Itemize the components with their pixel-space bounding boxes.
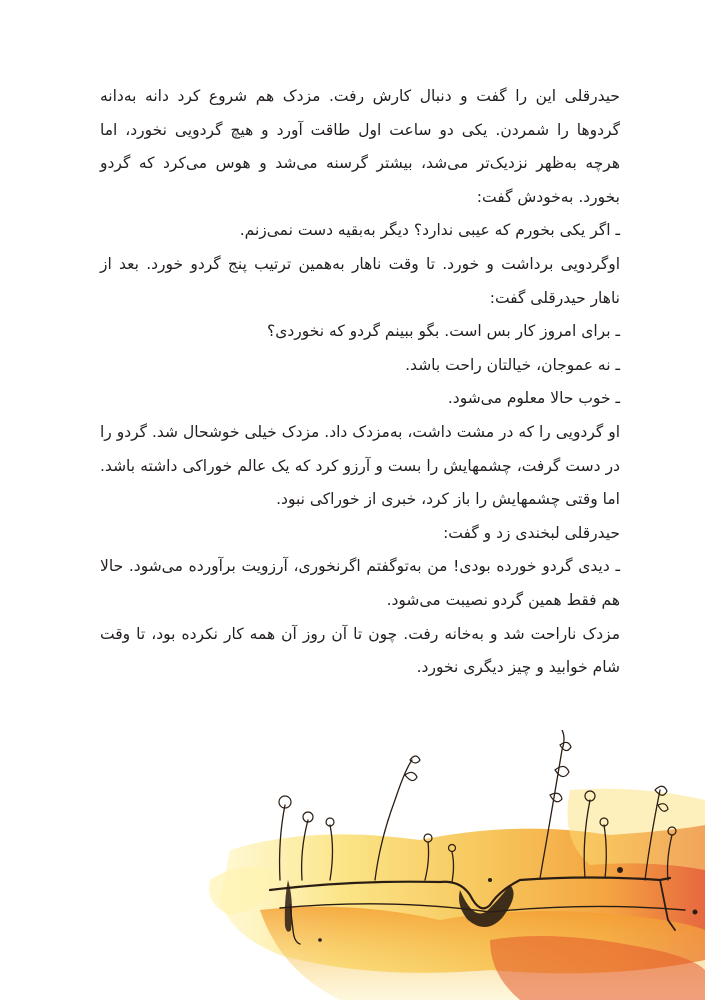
- color-wash: [209, 789, 705, 1000]
- paragraph-7: او گردویی را که در مشت داشت، به‌مزدک داد. مزدک خیلی خوشحال شد. گردو را در دست گرفت، چشمهایش را بست و آرزو کرد که یک عالم خوراکی داشته باشد. اما وقتی چشمهایش را باز کرد، خبری از خوراکی نبود.: [100, 422, 620, 509]
- paragraph-5: ـ نه عموجان، خیالتان راحت باشد.: [405, 355, 620, 374]
- paragraph-4: ـ برای امروز کار بس است. بگو ببینم گردو که نخوردی؟: [267, 322, 620, 341]
- paragraph-9: ـ دیدی گردو خورده بودی! من به‌توگفتم اگرنخوری، آرزویت برآورده می‌شود. حالا هم فقط همین گردو نصیبت می‌شود.: [100, 557, 620, 609]
- landscape-illustration: [190, 730, 705, 1000]
- paragraph-8: حیدرقلی لبخندی زد و گفت:: [443, 523, 620, 542]
- paragraph-3: اوگردویی برداشت و خورد. تا وقت ناهار به‌همین ترتیب پنج گردو خورد. بعد از ناهار حیدرقلی گفت:: [100, 254, 620, 307]
- story-text: [100, 80, 620, 685]
- paragraph-1: حیدرقلی این را گفت و دنبال کارش رفت. مزدک هم شروع کرد دانه به‌دانه گردوها را شمردن. یکی دو ساعت اول طاقت آورد و هیچ گردویی نخورد، اما هرچه به‌ظهر نزدیک‌تر می‌شد، بیشتر گرسنه می‌شد و هوس می‌کرد که گردو بخورد. به‌خودش گفت:: [100, 87, 620, 206]
- paragraph-2: ـ اگر یکی بخورم که عیبی ندارد؟ دیگر به‌بقیه دست نمی‌زنم.: [239, 221, 620, 240]
- paragraph-10: مزدک ناراحت شد و به‌خانه رفت. چون تا آن روز آن همه کار نکرده بود، تا وقت شام خوابید و چیز دیگری نخورد.: [100, 624, 620, 677]
- paragraph-6: ـ خوب حالا معلوم می‌شود.: [447, 389, 620, 408]
